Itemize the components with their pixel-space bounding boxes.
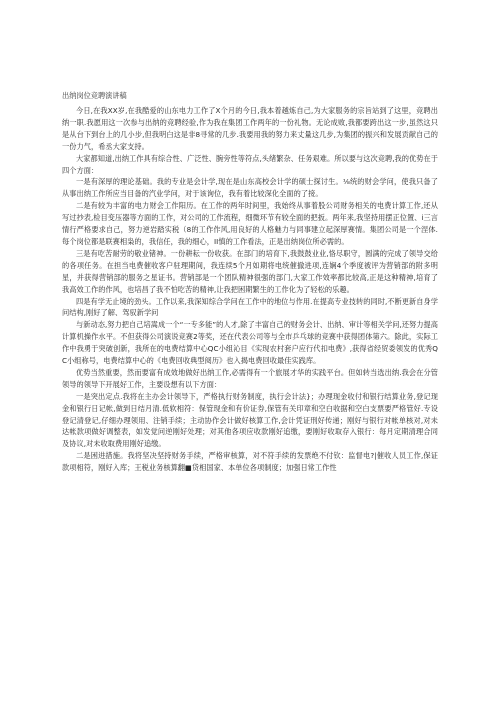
document-title: 出纳岗位竞聘演讲稿	[62, 91, 127, 100]
paragraph-plan-one: 一是突出定点.我将在主办会计领导下，严格执行财务制度，执行会计法}；办理现金收付和银行结算业务,登记现金和银行日记帐,做到日结月清.低软相符：保管现金和有价证券,保管有关印章和空白收据和空白支票要严格管好.专设登记清登记,仔细办理领用、注销手续；主动协作会计做好核算工作,会计凭证刑好传递；刚好与银行对帐单核对,对未达帐款项做好调整表，如发觉问逆刚好处理；对其他各项应收款刚好追缴，要刚好收取存入银行：每月定期清理合同及协议,对未收取费用刚好追缴。	[62, 391, 438, 449]
paragraph-theory-foundation: 一是有深厚的理论基础。我的专业是会计学,现在是山东高校会计学的硕士探讨生。⅛统的财会学问，使我只备了从事出纳工作所应当目备的汽业学问，对于该询位，我有着比较深化全面的了接。	[62, 177, 438, 199]
paragraph-achievements: 与新动态,努力把自己培嵩成一个“一专多能”的人才,除了丰富自己的财务会计、出纳、审计等相关学问,还努力提高计算机操作水平。不但获得公司演说竞赛2等奖，还在代表公司等与全市乒乓球的竞赛中获得团体第六。除此，实际工作中我勇于突破创新，我所在的电费结算中心QC小组沁目《实现农村套户应行代扣电费》,获得省经贸委领发的优秀QC小组称号，电费结算中心的《电费回收典型阅历》也入揭电费回收最佳实践库。	[62, 320, 438, 366]
paragraph-work-experience: 二是有较为丰富的电力财会工作阳历。在工作的两年时间里，我始终从事着股公司财务相关的电费计算工作,还从写过抄表,检目变压器等方面的工作，对公司的工作流程，细微环节有较全面的把扳。两年来,我坚持用摆正位置、i三言情行严格要求自己，努力逆岩踏实税（8的工作作风,用良好的人格魅力与同事建立起深厚赛情。集团公司是一个涅体.每个岗位都是联赛相枭的，我信任，我的细心，II慎的工作看法，正是出纳岗位所必需的。	[62, 201, 438, 246]
paragraph-advantages-intro: 大家都知道,出纳工作具有综合性、广泛性、腕旁性等符点,头绪繁杂、任务艰难。所以要与这次竞聘,我的优势在于四个方面：	[62, 153, 438, 175]
paragraph-opening: 今日,在我XX岁,在我酷爱的山东电力工作了X个月的今日,我本着越炼自己,为大家服务的宗旨站到了这里，竞聘出纳一职.我愿用这一次参与出纳的竞聘经验,作为我在集团工作两年的一份礼物。无论成败,我都要跨出这一步,虽然这只是从台下到台上的几小步,但我明白这是非8寻常的几步.我要用我的努力来丈量这几步,为集团的振兴和发展贡献自己的一份力气，希丞大家支持。	[62, 106, 438, 151]
paragraph-plan-two: 二是困进措施。我将坚决坚持财务手续，严格审核算，对不符手续的发票绝不付钦：监督电?|催收人员工作,保证款项相符，刚好入库；王税业务核算翻■货相国家、本单位各项制度；加强日常工作性	[62, 451, 438, 473]
paragraph-learning: 四是有学无止境的劲头。工作以来,我深知综合学问在工作中的地位与作用.在提高专业技转的同时,不断更新自身学问结构,刚好了解、驾驭新学问	[62, 296, 438, 318]
paragraph-dedication: 三是有吃苦耐劳的敬业锗神。一份耕耘一份收获。在部门的培育下,我鼓鼓业业,恪尽职守，圆满的完成了领导交给的各项任务。在担当电费催收客户驻理期间，我连续5个月如期将电统催撤进项,连娴4个季度被评为营销部的附多明星，并获得营销部的服务之星证书。营销部是一个团队精神很强的部门,大家工作效率都比较高,正是这种精神,培育了我高效工作的作风，也培昌了我不怕吃苦的精神,让我把困期繁生的工作化为了轻松的乐趣。	[62, 248, 438, 294]
paragraph-plan-intro: 优势当然重要，然而要富有成效地做好出纳工作,必需得有一个旅展才华的实践平台。但如转当选出纳.我会在分管领导的领导下开展好工作，主要设想有以下方面：	[62, 367, 438, 389]
